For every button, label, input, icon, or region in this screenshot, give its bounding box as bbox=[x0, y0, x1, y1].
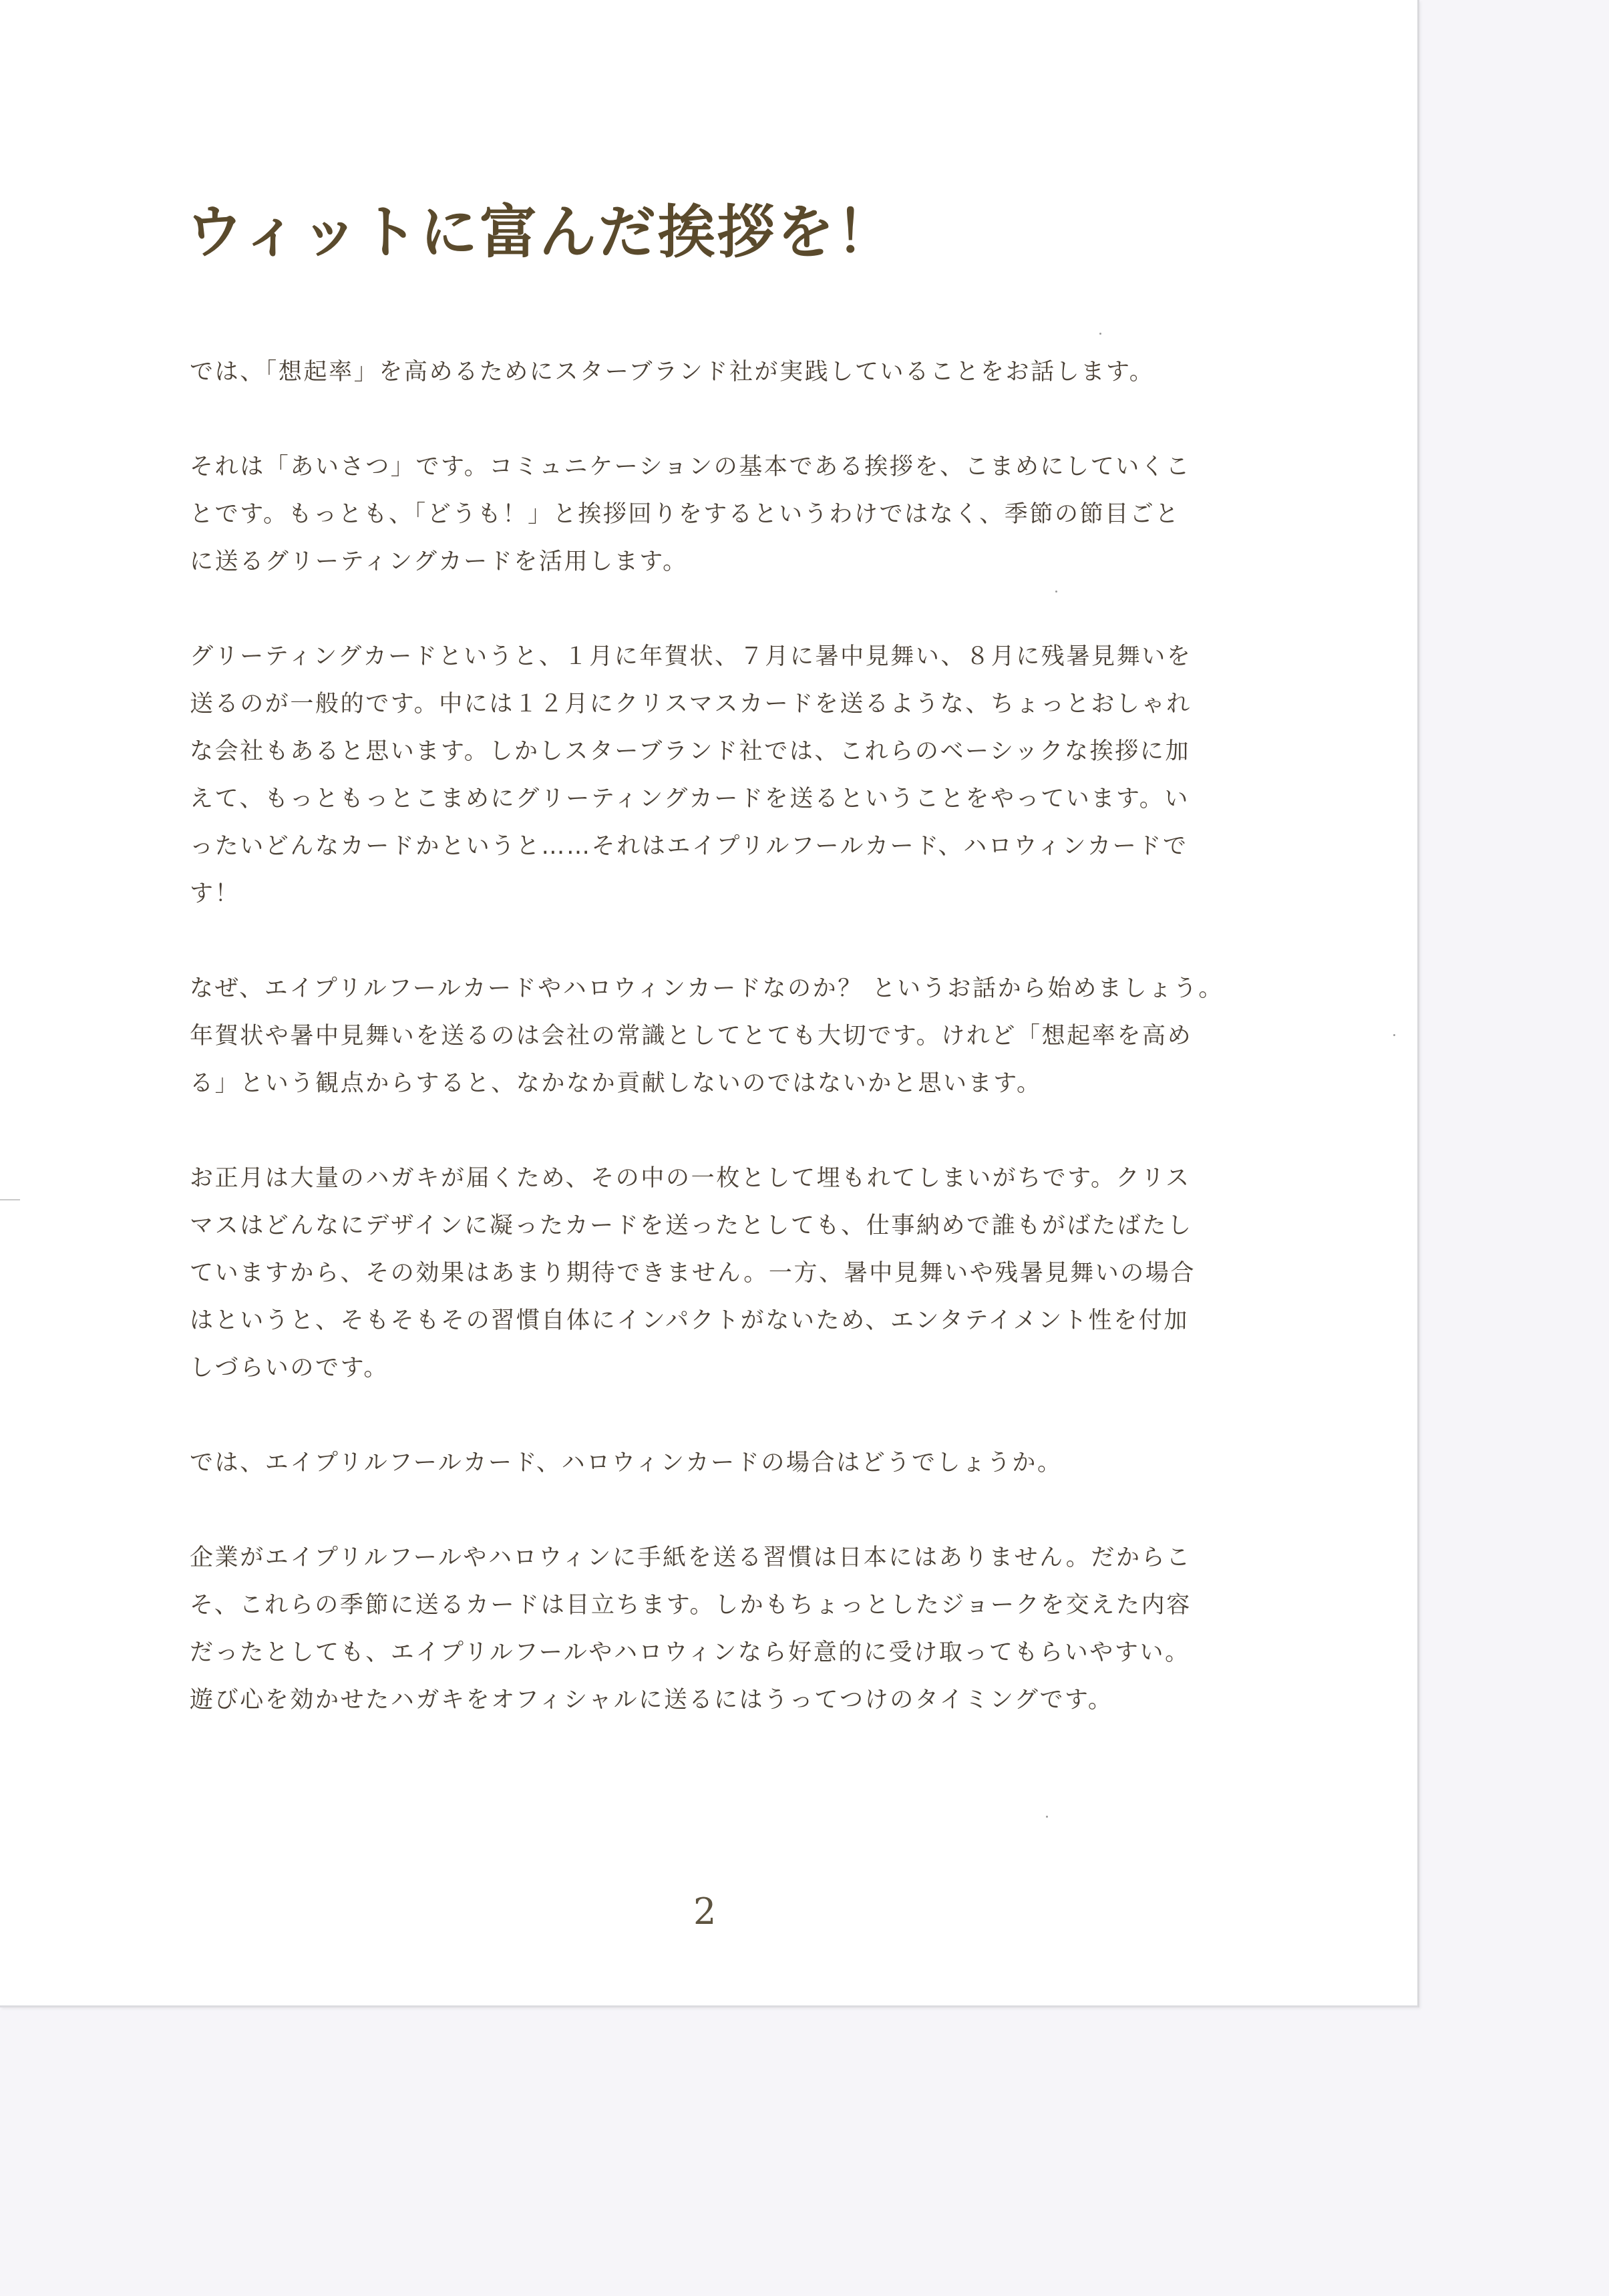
scan-speck bbox=[1046, 1816, 1048, 1818]
text-line: しづらいのです。 bbox=[190, 1355, 389, 1381]
scan-speck bbox=[1099, 333, 1101, 335]
text-line: はというと、そもそもその習慣自体にインパクトがないため、エンタテイメント性を付加 bbox=[190, 1307, 1189, 1334]
text-line: なぜ、エイプリルフールカードやハロウィンカードなのか？ というお話から始めましょう。 bbox=[190, 975, 1224, 1002]
scan-speck bbox=[1055, 591, 1057, 593]
text-line: マスはどんなにデザインに凝ったカードを送ったとしても、仕事納めで誰もがばたばたし bbox=[190, 1212, 1193, 1239]
text-line: 年賀状や暑中見舞いを送るのは会社の常識としてとても大切です。けれど「想起率を高め bbox=[190, 1023, 1193, 1049]
body-text bbox=[190, 349, 1272, 1772]
text-line: 遊び心を効かせたハガキをオフィシャルに送るにはうってつけのタイミングです。 bbox=[190, 1687, 1113, 1713]
page-number: 2 bbox=[693, 1891, 717, 1933]
text-line: では、「想起率」を高めるためにスターブランド社が実践していることをお話します。 bbox=[190, 359, 1155, 385]
text-line: 送るのが一般的です。中には１２月にクリスマスカードを送るような、ちょっとおしゃれ bbox=[190, 691, 1192, 717]
text-line: に送るグリーティングカードを活用します。 bbox=[190, 548, 688, 575]
paragraph-3 bbox=[190, 633, 1272, 918]
text-line: お正月は大量のハガキが届くため、その中の一枚として埋もれてしまいがちです。クリス bbox=[190, 1165, 1191, 1192]
text-line: 企業がエイプリルフールやハロウィンに手紙を送る習慣は日本にはありません。だからこ bbox=[190, 1544, 1192, 1571]
text-line: ったいどんなカードかというと……それはエイプリルフールカード、ハロウィンカードで bbox=[190, 833, 1188, 860]
paragraph-5 bbox=[190, 1155, 1272, 1392]
paragraph-7 bbox=[190, 1534, 1272, 1724]
text-line: では、エイプリルフールカード、ハロウィンカードの場合はどうでしょうか。 bbox=[190, 1450, 1063, 1476]
text-line: る」という観点からすると、なかなか貢献しないのではないかと思います。 bbox=[190, 1070, 1042, 1097]
text-line: ていますから、その効果はあまり期待できません。一方、暑中見舞いや残暑見舞いの場合 bbox=[190, 1260, 1196, 1287]
text-line: とです。もっとも、「どうも！」と挨拶回りをするというわけではなく、季節の節目ごと bbox=[190, 501, 1181, 528]
scan-speck bbox=[1393, 1034, 1395, 1036]
text-line: それは「あいさつ」です。コミュニケーションの基本である挨拶を、こまめにしていくこ bbox=[190, 454, 1192, 480]
paragraph-1 bbox=[190, 349, 1272, 396]
text-line: グリーティングカードというと、１月に年賀状、７月に暑中見舞い、８月に残暑見舞いを bbox=[190, 643, 1192, 670]
paragraph-6 bbox=[190, 1440, 1272, 1487]
text-line: えて、もっともっとこまめにグリーティングカードを送るということをやっています。い bbox=[190, 786, 1190, 812]
page-title: ウィットに富んだ挨拶を！ bbox=[186, 198, 896, 266]
text-line: だったとしても、エイプリルフールやハロウィンなら好意的に受け取ってもらいやすい。 bbox=[190, 1639, 1190, 1666]
text-line: そ、これらの季節に送るカードは目立ちます。しかもちょっとしたジョークを交えた内容 bbox=[190, 1592, 1192, 1619]
paragraph-2 bbox=[190, 444, 1272, 586]
text-line: す！ bbox=[190, 880, 240, 907]
text-line: な会社もあると思います。しかしスターブランド社では、これらのベーシックな挨拶に加 bbox=[190, 738, 1191, 765]
scan-edge-mark bbox=[0, 1199, 20, 1200]
paragraph-4 bbox=[190, 965, 1272, 1108]
